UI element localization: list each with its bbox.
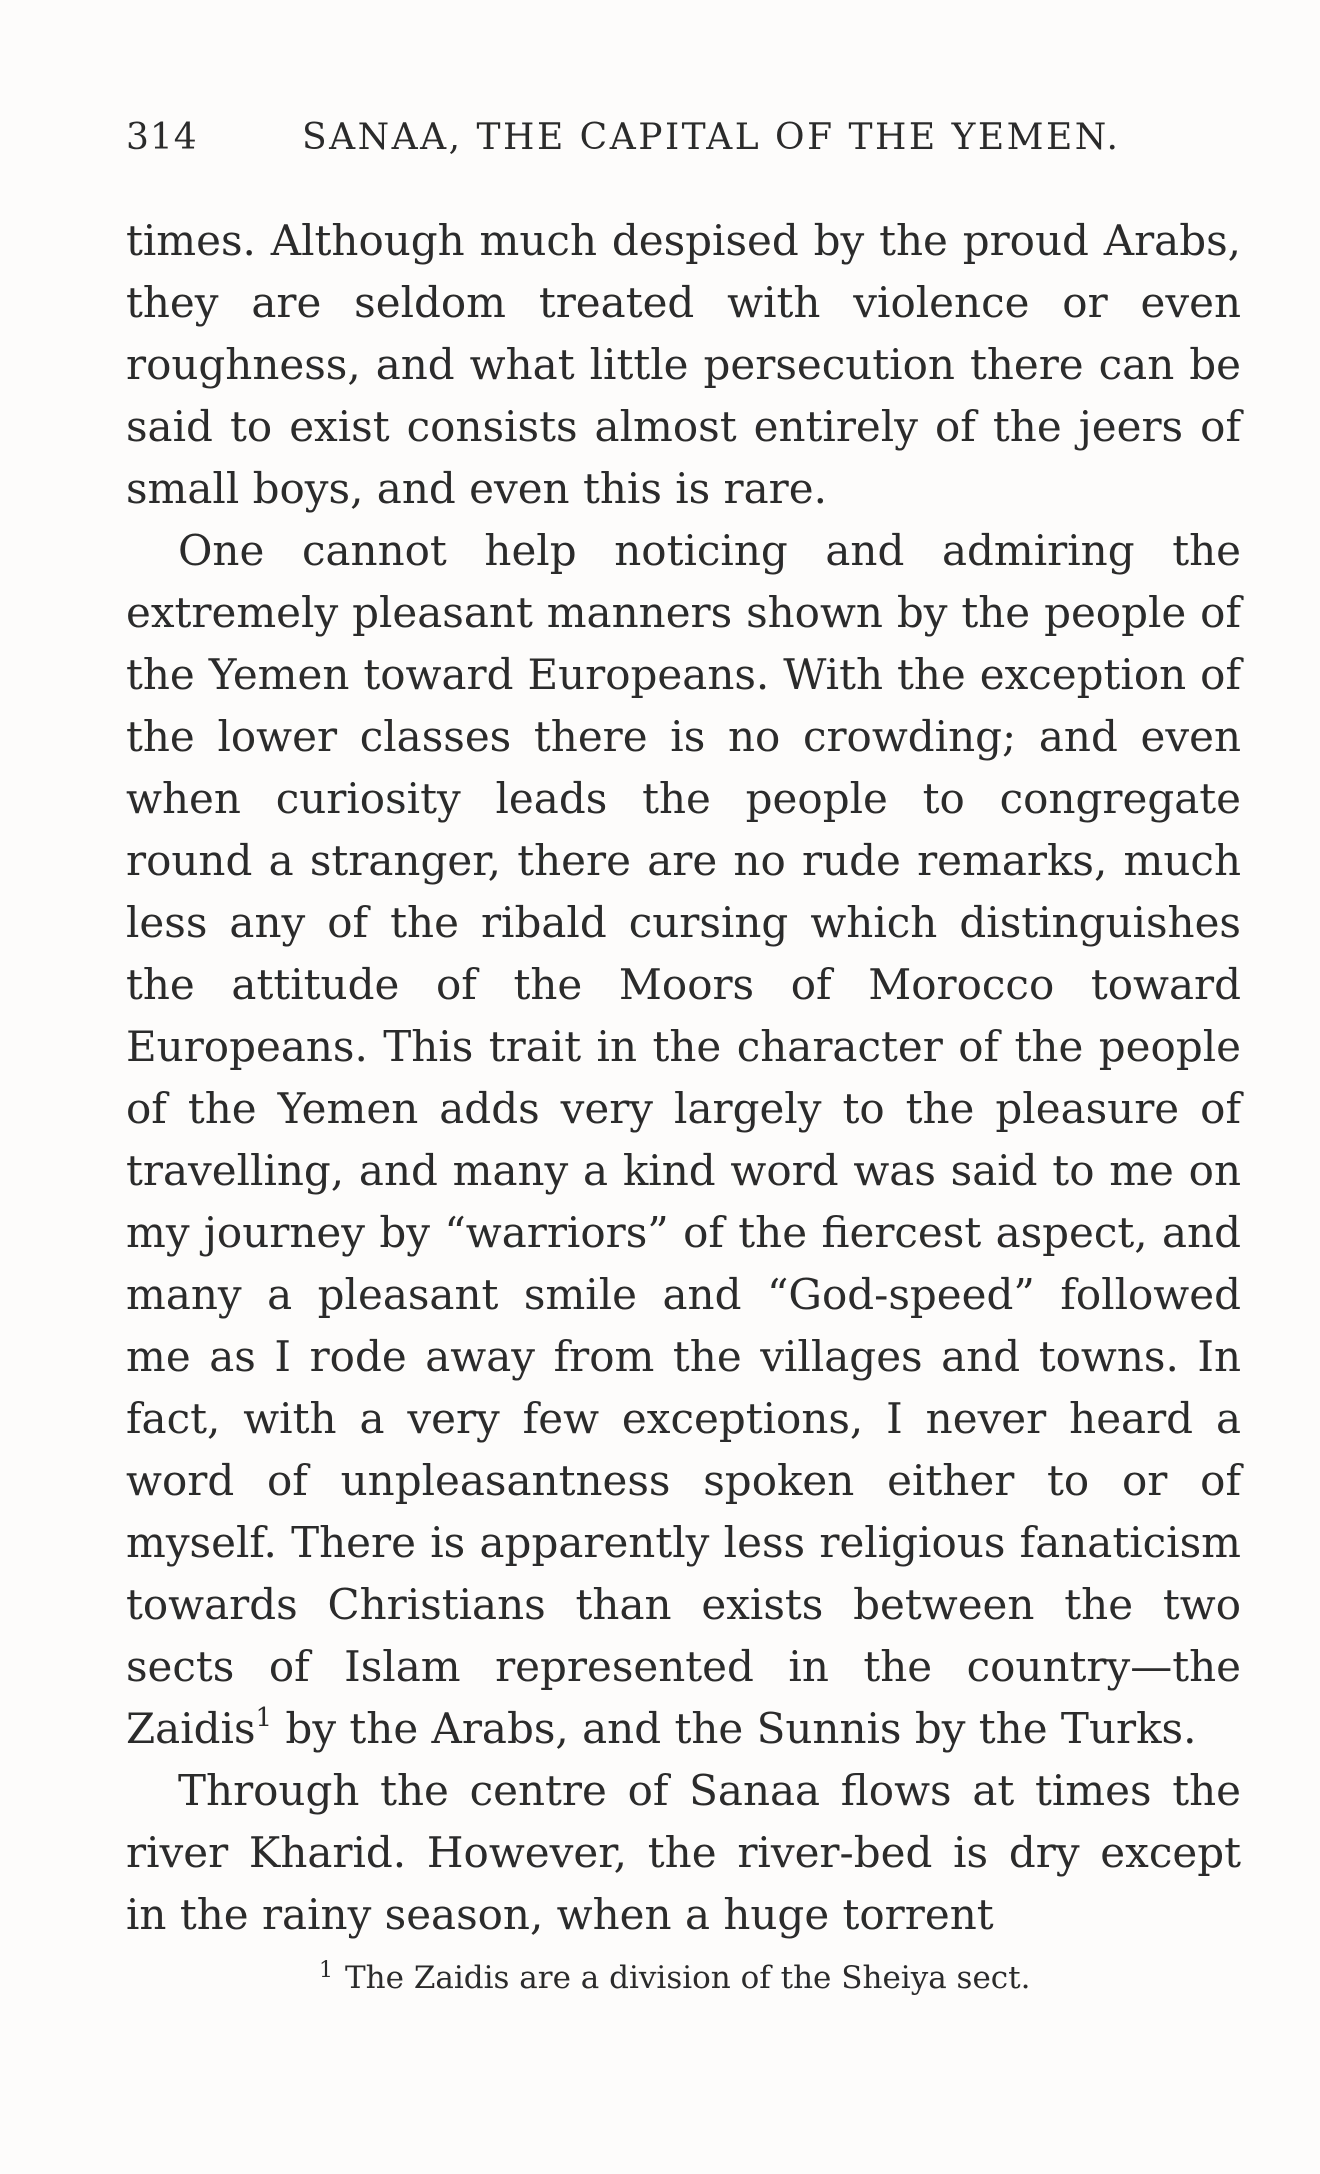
footnote-reference: 1 [255, 1703, 273, 1733]
running-title: SANAA, THE CAPITAL OF THE YEMEN. [302, 117, 1121, 158]
body-text [126, 210, 1241, 1946]
footnote [126, 1958, 1241, 1998]
paragraph-2-tail: by the Arabs, and the Sunnis by the Turks. [272, 1704, 1197, 1753]
footnote-marker: 1 [319, 1957, 333, 1983]
paragraph-1: times. Although much despised by the proud Arabs, they are seldom treated with violence or even roughness, and what little persecution there can be said to exist consists almost entirely of the jeers of small boys, and even this is rare. [126, 216, 1241, 513]
paragraph-2-text: One cannot help noticing and admiring the extremely pleasant manners shown by the people of the Yemen toward Europeans. With the exception of the lower classes there is no crowding; and even when curiosity leads the people to congregate round a stranger, there are no rude remarks, much less any of the ribald cursing which distinguishes the attitude of the Moors of Morocco toward Europeans. This trait in the character of the people of the Yemen adds very largely to the pleasure of travelling, and many a kind word was said to me on my journey by “warriors” of the fiercest aspect, and many a pleasant smile and “God-speed” followed me as I rode away from the villages and towns. In fact, with a very few exceptions, I never heard a word of unpleasantness spoken either to or of myself. There is apparently less religious fanaticism towards Christians than exists between the two sects of Islam represented in the country—the Zaidis [126, 526, 1241, 1753]
paragraph-2 [126, 520, 1241, 1760]
footnote-text: The Zaidis are a division of the Sheiya sect. [345, 1960, 1031, 1996]
paragraph-3: Through the centre of Sanaa flows at times the river Kharid. However, the river-bed is dry except in the rainy season, when a huge torrent [126, 1766, 1241, 1939]
page-number: 314 [126, 117, 198, 158]
